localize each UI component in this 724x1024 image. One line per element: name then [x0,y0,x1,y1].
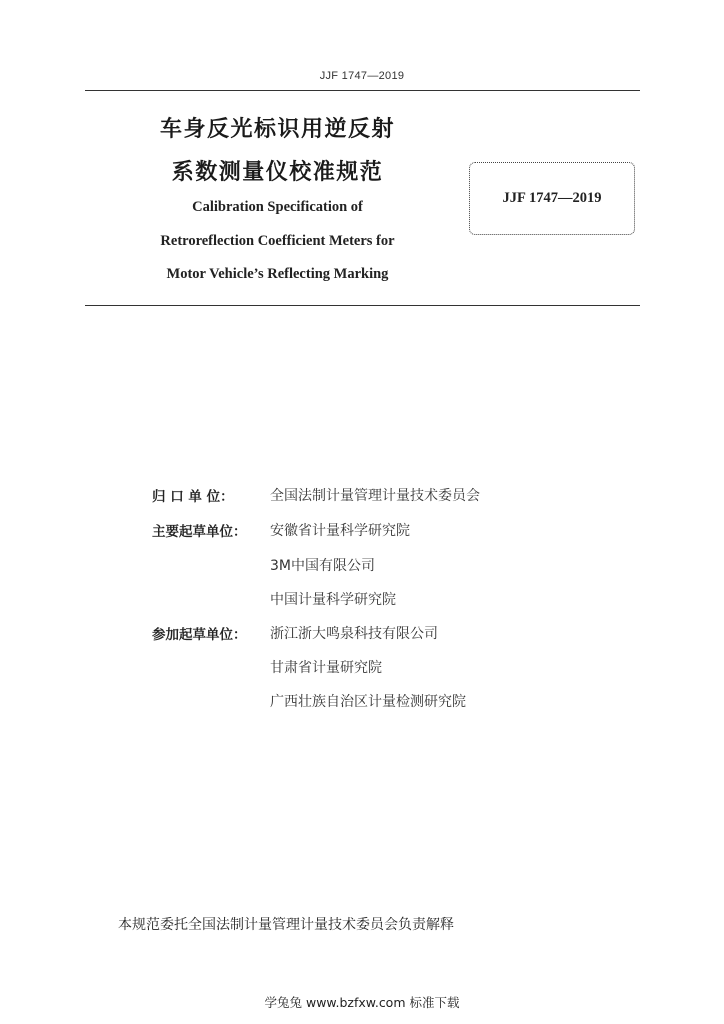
main-drafting-unit: 3M中国有限公司 [270,558,375,574]
responsible-unit-row [152,485,480,505]
participating-drafting-unit: 浙江浙大鸣泉科技有限公司 [270,626,438,642]
top-divider [85,90,640,91]
title-english-line-3: Motor Vehicle’s Reflecting Marking [166,266,389,282]
participating-drafting-unit: 广西壮族自治区计量检测研究院 [270,694,466,710]
participating-drafting-label: 参加起草单位： [152,627,247,643]
header-standard-code: JJF 1747—2019 [319,70,405,82]
interpretation-note: 本规范委托全国法制计量管理计量技术委员会负责解释 [118,917,454,933]
participating-drafting-row [152,623,438,643]
responsible-unit-value: 全国法制计量管理计量技术委员会 [270,488,480,504]
main-drafting-row [152,520,410,540]
participating-drafting-unit: 甘肃省计量研究院 [270,660,382,676]
title-chinese-line-2: 系数测量仪校准规范 [171,160,384,185]
standard-code-box-text: JJF 1747—2019 [502,190,602,206]
title-chinese-line-1: 车身反光标识用逆反射 [159,117,395,142]
main-drafting-unit: 安徽省计量科学研究院 [270,523,410,539]
standard-code-box [469,162,635,235]
main-drafting-label: 主要起草单位： [152,524,247,540]
bottom-divider [85,305,640,306]
watermark-text: 学兔兔 www.bzfxw.com 标准下载 [264,995,460,1010]
title-english-line-1: Calibration Specification of [192,199,363,215]
main-drafting-unit: 中国计量科学研究院 [270,592,396,608]
responsible-unit-label: 归 口 单 位： [152,489,234,505]
title-english-line-2: Retroreflection Coefficient Meters for [160,233,395,249]
